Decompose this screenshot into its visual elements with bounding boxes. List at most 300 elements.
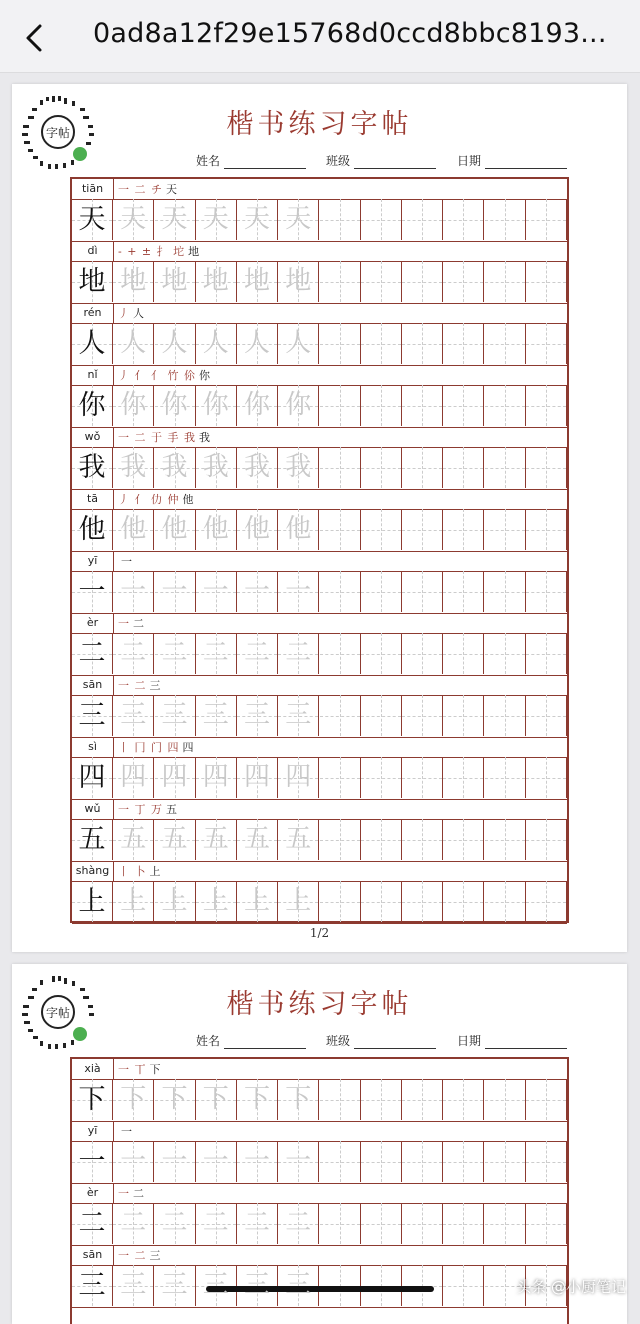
blank-practice-cell [443,881,484,922]
model-character-cell [72,757,113,798]
stroke-final: 下 [149,1063,162,1076]
character-row [72,551,567,613]
pinyin-label: wǔ [72,799,114,819]
blank-practice-cell [526,261,567,302]
character-row [72,427,567,489]
trace-character-cell [155,385,196,426]
trace-character-cell [155,819,196,860]
trace-character-cell [196,571,237,612]
blank-practice-cell [485,819,526,860]
trace-character-cell [196,385,237,426]
stroke-order [118,181,178,197]
blank-practice-cell [526,1203,567,1244]
stroke-order [118,1185,145,1201]
blank-practice-cell [485,1203,526,1244]
page-indicator: 1/2 [309,926,330,940]
trace-character-cell [278,1203,319,1244]
trace-character-cell [113,385,154,426]
stroke-order [118,801,178,817]
model-character-cell [72,571,113,612]
trace-character-cell [278,1079,319,1120]
trace-character-cell [196,509,237,550]
trace-character-cell [196,261,237,302]
trace-character-cell [196,199,237,240]
blank-practice-cell [320,509,361,550]
trace-character-cell [278,757,319,798]
pinyin-stroke-row [72,675,567,696]
stroke-steps: 一 二 [118,679,147,692]
trace-character: 三 [285,700,312,730]
stroke-final: 上 [149,865,162,878]
back-button[interactable] [14,18,54,58]
trace-character: 他 [202,514,229,544]
blank-practice-cell [361,1079,402,1120]
blank-practice-cell [402,261,443,302]
model-character: 四 [78,762,106,793]
pinyin-label: xià [72,1059,114,1079]
blank-practice-cell [361,323,402,364]
trace-character: 他 [161,514,188,544]
character-row [72,613,567,675]
model-character-cell [72,261,113,302]
stroke-order [118,305,145,321]
trace-character: 三 [202,1270,229,1300]
blank-practice-cell [526,323,567,364]
stroke-steps: 丿 亻 亻 竹 伱 [118,369,196,382]
blank-practice-cell [361,1203,402,1244]
blank-practice-cell [443,385,484,426]
writing-cells [72,261,567,304]
trace-character-cell [155,447,196,488]
blank-practice-cell [526,881,567,922]
trace-character-cell [196,881,237,922]
trace-character-cell [155,323,196,364]
pinyin-stroke-row [72,179,567,200]
date-field: 日期 [457,1032,567,1050]
writing-cells [72,633,567,676]
trace-character-cell [237,1265,278,1306]
blank-practice-cell [485,509,526,550]
trace-character-cell [196,1141,237,1182]
blank-practice-cell [320,261,361,302]
pinyin-stroke-row [72,1245,567,1266]
blank-practice-cell [443,1141,484,1182]
trace-character: 一 [243,1146,270,1176]
model-character: 下 [78,1084,106,1115]
trace-character: 人 [243,328,270,358]
trace-character-cell [196,633,237,674]
trace-character: 三 [243,1270,270,1300]
trace-character-cell [155,1079,196,1120]
character-row [72,241,567,303]
trace-character-cell [237,385,278,426]
blank-practice-cell [361,1141,402,1182]
character-row [72,1121,567,1183]
pinyin-label: shàng [72,861,114,881]
stroke-order [118,863,162,879]
model-character: 五 [78,824,106,855]
trace-character-cell [113,323,154,364]
trace-character: 上 [161,886,188,916]
character-row [72,365,567,427]
blank-practice-cell [526,819,567,860]
blank-practice-cell [485,261,526,302]
blank-practice-cell [361,571,402,612]
model-character: 我 [78,452,106,483]
trace-character-cell [278,571,319,612]
blank-practice-cell [361,261,402,302]
trace-character: 三 [243,700,270,730]
date-field: 日期 [457,152,567,170]
trace-character: 一 [285,1146,312,1176]
trace-character: 一 [243,576,270,606]
trace-character-cell [196,1079,237,1120]
trace-character-cell [237,819,278,860]
trace-character-cell [237,199,278,240]
pinyin-label: yī [72,551,114,571]
stroke-steps: 一 二 于 手 我 [118,431,196,444]
trace-character: 一 [202,1146,229,1176]
trace-character: 你 [243,390,270,420]
pinyin-stroke-row [72,737,567,758]
trace-character-cell [113,1079,154,1120]
trace-character: 你 [202,390,229,420]
blank-practice-cell [320,571,361,612]
trace-character-cell [113,1265,154,1306]
trace-character: 下 [285,1084,312,1114]
trace-character: 三 [161,700,188,730]
pinyin-label: èr [72,1183,114,1203]
stroke-final: 四 [182,741,195,754]
model-character: 你 [78,390,106,421]
sheet-title: 楷书练习字帖 [226,989,413,1020]
trace-character: 上 [120,886,147,916]
trace-character-cell [237,447,278,488]
blank-practice-cell [485,385,526,426]
stroke-steps: 一 丁 万 [118,803,163,816]
blank-practice-cell [402,447,443,488]
trace-character-cell [278,323,319,364]
trace-character: 三 [161,1270,188,1300]
trace-character-cell [237,571,278,612]
blank-practice-cell [526,447,567,488]
trace-character-cell [155,633,196,674]
blank-practice-cell [485,199,526,240]
blank-practice-cell [320,1141,361,1182]
writing-cells [72,1141,567,1184]
trace-character-cell [278,695,319,736]
trace-character-cell [113,633,154,674]
blank-practice-cell [485,757,526,798]
trace-character: 二 [120,638,147,668]
model-character-cell [72,1203,113,1244]
stroke-final: 一 [121,555,133,568]
pinyin-label: tā [72,489,114,509]
writing-cells [72,695,567,738]
character-row [72,1059,567,1121]
trace-character-cell [196,323,237,364]
trace-character: 下 [120,1084,147,1114]
blank-practice-cell [402,385,443,426]
trace-character: 我 [285,452,312,482]
trace-character-cell [237,1141,278,1182]
trace-character-cell [278,819,319,860]
blank-practice-cell [443,199,484,240]
stroke-steps: 一 二 チ [118,183,163,196]
stroke-final: 他 [182,493,195,506]
trace-character-cell [278,881,319,922]
trace-character-cell [155,509,196,550]
blank-practice-cell [443,633,484,674]
name-field: 姓名 [196,1032,306,1050]
trace-character-cell [113,1203,154,1244]
stroke-order [118,243,200,259]
blank-practice-cell [402,199,443,240]
pinyin-stroke-row [72,241,567,262]
blank-practice-cell [361,199,402,240]
stroke-final: 人 [133,307,145,320]
trace-character: 二 [285,1208,312,1238]
blank-practice-cell [443,1079,484,1120]
blank-practice-cell [320,633,361,674]
character-row [72,675,567,737]
model-character: 一 [78,576,106,607]
blank-practice-cell [443,447,484,488]
trace-character: 地 [202,266,229,296]
pinyin-stroke-row [72,613,567,634]
svg-text:字帖: 字帖 [45,1006,71,1020]
trace-character: 地 [161,266,188,296]
pinyin-label: rén [72,303,114,323]
trace-character: 上 [202,886,229,916]
trace-character: 人 [120,328,147,358]
stroke-order [118,491,195,507]
trace-character: 天 [202,204,229,234]
trace-character: 一 [202,576,229,606]
trace-character: 三 [285,1270,312,1300]
blank-practice-cell [526,757,567,798]
blank-practice-cell [443,757,484,798]
pinyin-stroke-row [72,427,567,448]
trace-character: 四 [243,762,270,792]
trace-character-cell [196,447,237,488]
trace-character-cell [113,881,154,922]
blank-practice-cell [320,695,361,736]
trace-character-cell [155,261,196,302]
pinyin-stroke-row [72,551,567,572]
model-character: 二 [78,1208,106,1239]
trace-character-cell [155,1265,196,1306]
trace-character-cell [278,199,319,240]
blank-practice-cell [361,757,402,798]
blank-practice-cell [485,633,526,674]
pinyin-label: sān [72,675,114,695]
blank-practice-cell [526,695,567,736]
trace-character: 人 [285,328,312,358]
blank-practice-cell [485,1141,526,1182]
trace-character: 四 [202,762,229,792]
trace-character: 上 [243,886,270,916]
trace-character-cell [278,447,319,488]
pinyin-stroke-row [72,861,567,882]
trace-character: 五 [285,824,312,854]
top-navigation-bar [0,0,640,73]
trace-character: 一 [285,576,312,606]
blank-practice-cell [485,447,526,488]
blank-practice-cell [526,385,567,426]
trace-character-cell [278,633,319,674]
stroke-final: 三 [149,679,162,692]
trace-character-cell [237,695,278,736]
model-character-cell [72,1079,113,1120]
stroke-steps: 丨 卜 [118,865,147,878]
writing-cells [72,385,567,428]
trace-character-cell [237,757,278,798]
trace-character: 二 [243,1208,270,1238]
trace-character-cell [113,509,154,550]
blank-practice-cell [526,633,567,674]
blank-practice-cell [402,509,443,550]
pinyin-label: wǒ [72,427,114,447]
trace-character-cell [237,509,278,550]
pinyin-label: èr [72,613,114,633]
trace-character: 我 [120,452,147,482]
blank-practice-cell [320,447,361,488]
blank-practice-cell [443,819,484,860]
stroke-final: 二 [133,1187,145,1200]
writing-cells [72,1079,567,1122]
model-character: 天 [78,204,106,235]
trace-character: 地 [243,266,270,296]
character-row [72,303,567,365]
blank-practice-cell [402,881,443,922]
blank-practice-cell [361,695,402,736]
blank-practice-cell [485,571,526,612]
blank-practice-cell [320,1203,361,1244]
trace-character: 地 [285,266,312,296]
blank-practice-cell [320,323,361,364]
pinyin-label: tiān [72,179,114,199]
trace-character-cell [237,881,278,922]
pinyin-stroke-row [72,489,567,510]
trace-character-cell [196,757,237,798]
stroke-final: 三 [149,1249,162,1262]
character-row [72,489,567,551]
trace-character: 下 [243,1084,270,1114]
stroke-final: 我 [199,431,211,444]
blank-practice-cell [361,509,402,550]
pinyin-stroke-row [72,799,567,820]
trace-character-cell [196,1203,237,1244]
model-character-cell [72,323,113,364]
writing-cells [72,571,567,614]
character-row [72,179,567,241]
blank-practice-cell [402,633,443,674]
trace-character: 你 [285,390,312,420]
pinyin-label: nǐ [72,365,114,385]
blank-practice-cell [443,571,484,612]
trace-character-cell [196,819,237,860]
blank-practice-cell [485,323,526,364]
model-character: 上 [78,886,106,917]
stroke-steps: 一 丅 [118,1063,147,1076]
trace-character: 四 [161,762,188,792]
stroke-steps: - + ± 扌 坨 [118,245,186,258]
blank-practice-cell [320,1079,361,1120]
name-field: 姓名 [196,152,306,170]
blank-practice-cell [320,757,361,798]
model-character: 三 [78,1270,106,1301]
stroke-final: 天 [166,183,178,196]
pinyin-stroke-row [72,1059,567,1080]
worksheet-page-1 [12,84,627,952]
trace-character: 人 [161,328,188,358]
trace-character: 一 [120,1146,147,1176]
model-character-cell [72,633,113,674]
trace-character: 二 [243,638,270,668]
practice-grid [70,177,569,923]
stroke-steps: 丿 亻 仂 仲 [118,493,180,506]
trace-character-cell [196,695,237,736]
trace-character: 你 [120,390,147,420]
stroke-steps: 一 [118,617,130,630]
stroke-final: 一 [121,1125,133,1138]
trace-character: 天 [285,204,312,234]
trace-character-cell [113,447,154,488]
character-row [72,799,567,861]
trace-character: 四 [120,762,147,792]
pinyin-label: sān [72,1245,114,1265]
blank-practice-cell [361,447,402,488]
trace-character-cell [278,1265,319,1306]
blank-practice-cell [443,1203,484,1244]
blank-practice-cell [402,819,443,860]
stroke-steps: 丿 [118,307,130,320]
trace-character-cell [113,261,154,302]
watermark: 头条 @小厨笔记 [516,1278,626,1296]
blank-practice-cell [320,819,361,860]
stroke-final: 你 [199,369,211,382]
trace-character-cell [155,757,196,798]
trace-character: 我 [161,452,188,482]
chevron-left-icon [14,18,54,58]
blank-practice-cell [361,385,402,426]
trace-character: 我 [243,452,270,482]
trace-character-cell [237,323,278,364]
pinyin-stroke-row [72,1121,567,1142]
trace-character-cell [278,261,319,302]
trace-character: 一 [161,576,188,606]
pinyin-label: sì [72,737,114,757]
model-character-cell [72,819,113,860]
stroke-order [118,739,195,755]
model-character: 三 [78,700,106,731]
trace-character-cell [278,1141,319,1182]
trace-character: 一 [161,1146,188,1176]
pinyin-stroke-row [72,303,567,324]
trace-character: 五 [243,824,270,854]
writing-cells [72,199,567,242]
trace-character: 四 [285,762,312,792]
stroke-order [118,367,211,383]
pinyin-stroke-row [72,1183,567,1204]
writing-cells [72,757,567,800]
trace-character-cell [155,1141,196,1182]
blank-practice-cell [526,1141,567,1182]
blank-practice-cell [361,881,402,922]
worksheet-page-2 [12,964,627,1324]
trace-character: 三 [202,700,229,730]
